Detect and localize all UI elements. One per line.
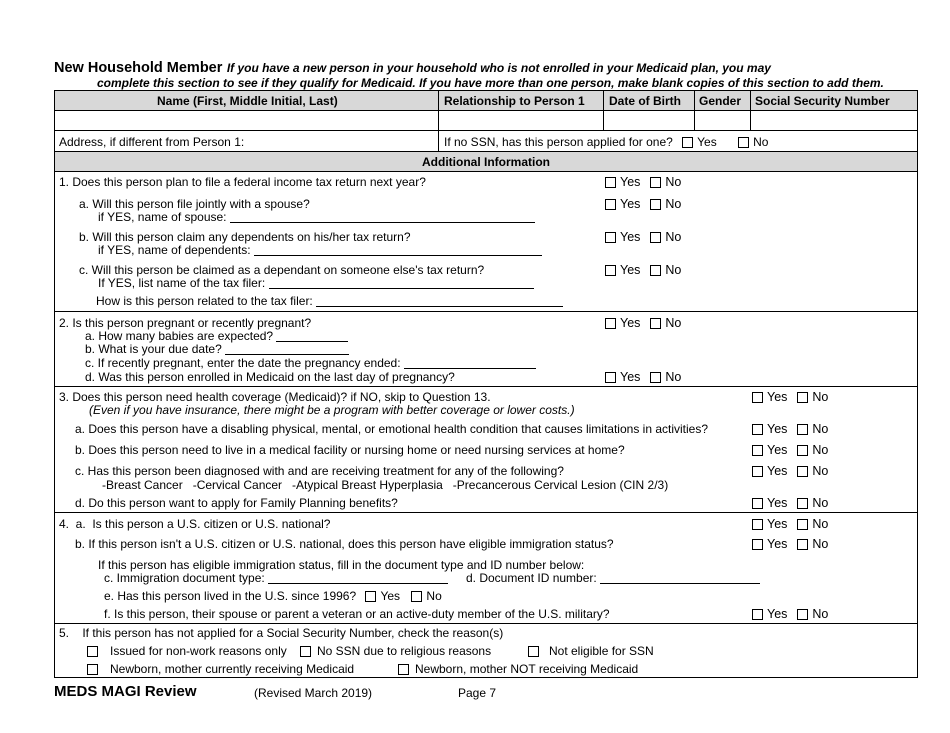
q1c-yes-checkbox[interactable]	[605, 265, 616, 276]
no-label: No	[753, 135, 769, 149]
q5-opt2-checkbox[interactable]	[300, 646, 311, 657]
col-header-dob: Date of Birth	[609, 94, 681, 108]
q4f-text: f. Is this person, their spouse or parent a veteran or an active-duty member of the U.S. military?	[104, 607, 610, 621]
q4b-yes-checkbox[interactable]	[752, 539, 763, 550]
q1a-spouse-line: if YES, name of spouse:	[98, 210, 535, 224]
q4a-yes-checkbox[interactable]	[752, 519, 763, 530]
q4e-no-checkbox[interactable]	[411, 591, 422, 602]
q5-opt1-checkbox[interactable]	[87, 646, 98, 657]
q1c-text: c. Will this person be claimed as a dependant on someone else's tax return?	[79, 263, 485, 277]
ssn-input[interactable]	[751, 111, 917, 130]
ssn-applied-yes-checkbox[interactable]	[682, 137, 693, 148]
q3c-conditions: -Breast Cancer -Cervical Cancer -Atypical Breast Hyperplasia -Precancerous Cervical Lesion (CIN 2/3)	[102, 478, 669, 492]
q4d-line: d. Document ID number:	[466, 571, 760, 585]
q4f-yes-no: Yes No	[752, 607, 828, 621]
col-header-relationship: Relationship to Person 1	[444, 94, 585, 108]
q4a-no-checkbox[interactable]	[797, 519, 808, 530]
q5-opt2: No SSN due to religious reasons	[300, 644, 491, 658]
footer-revised: (Revised March 2019)	[254, 686, 373, 700]
q3a-text: a. Does this person have a disabling physical, mental, or emotional health condition that causes limitations in activities?	[75, 422, 709, 436]
babies-expected-input[interactable]	[276, 329, 348, 342]
q3d-no-checkbox[interactable]	[797, 498, 808, 509]
q2d-yes-checkbox[interactable]	[605, 372, 616, 383]
relationship-input[interactable]	[439, 111, 603, 130]
q5-opt4: Newborn, mother currently receiving Medicaid	[87, 662, 354, 676]
q1-text: 1. Does this person plan to file a federal income tax return next year?	[59, 175, 426, 189]
q4c-line: c. Immigration document type:	[104, 571, 448, 585]
q1b-yes-no: Yes No	[605, 230, 681, 244]
q4-fill-intro: If this person has eligible immigration status, fill in the document type and ID number below:	[98, 558, 585, 572]
tax-filer-relation-input[interactable]	[316, 294, 563, 307]
gender-input[interactable]	[695, 111, 750, 130]
q5-opt5: Newborn, mother NOT receiving Medicaid	[398, 662, 638, 676]
q1a-yes-checkbox[interactable]	[605, 199, 616, 210]
col-header-gender: Gender	[699, 94, 742, 108]
q3-yes-no: Yes No	[752, 390, 828, 404]
q4e-line: e. Has this person lived in the U.S. since 1996? Yes No	[104, 589, 442, 603]
q2-yes-checkbox[interactable]	[605, 318, 616, 329]
q3a-yes-no: Yes No	[752, 422, 828, 436]
col-header-name: Name (First, Middle Initial, Last)	[157, 94, 338, 108]
q3d-yes-no: Yes No	[752, 496, 828, 510]
q1a-yes-no: Yes No	[605, 197, 681, 211]
q1b-no-checkbox[interactable]	[650, 232, 661, 243]
q2b-line: b. What is your due date?	[85, 342, 349, 356]
footer-page-number: Page 7	[458, 686, 497, 700]
footer-form-name: MEDS MAGI Review	[54, 683, 197, 700]
q3d-yes-checkbox[interactable]	[752, 498, 763, 509]
q3c-text: c. Has this person been diagnosed with and are receiving treatment for any of the following?	[75, 464, 564, 478]
spouse-name-input[interactable]	[230, 210, 535, 223]
q3c-yes-no: Yes No	[752, 464, 828, 478]
q1c-no-checkbox[interactable]	[650, 265, 661, 276]
q3b-yes-checkbox[interactable]	[752, 445, 763, 456]
q1c-relation-line: How is this person related to the tax filer:	[96, 294, 563, 308]
q5-opt1: Issued for non-work reasons only	[87, 644, 287, 658]
q1c-filer-line: If YES, list name of the tax filer:	[98, 276, 534, 290]
q2d-no-checkbox[interactable]	[650, 372, 661, 383]
intro-text-line1: If you have a new person in your household who is not enrolled in your Medicaid plan, you may	[226, 61, 771, 75]
dob-input[interactable]	[604, 111, 694, 130]
additional-info-title: Additional Information	[422, 155, 550, 169]
q3c-yes-checkbox[interactable]	[752, 466, 763, 477]
q3b-no-checkbox[interactable]	[797, 445, 808, 456]
address-label: Address, if different from Person 1:	[59, 135, 245, 149]
name-input[interactable]	[55, 111, 438, 130]
q2-yes-no: Yes No	[605, 316, 681, 330]
q3-note: (Even if you have insurance, there might be a program with better coverage or lower costs.)	[89, 403, 575, 417]
dependents-name-input[interactable]	[254, 243, 542, 256]
section-title: New Household Member	[54, 60, 223, 76]
q3-yes-checkbox[interactable]	[752, 392, 763, 403]
col-header-ssn: Social Security Number	[755, 94, 890, 108]
q1-no-checkbox[interactable]	[650, 177, 661, 188]
q1-yes-no: Yes No	[605, 175, 681, 189]
q1c-yes-no: Yes No	[605, 263, 681, 277]
q3b-text: b. Does this person need to live in a medical facility or nursing home or need nursing services at home?	[75, 443, 625, 457]
q1b-text: b. Will this person claim any dependents on his/her tax return?	[79, 230, 411, 244]
q3a-yes-checkbox[interactable]	[752, 424, 763, 435]
q3-text: 3. Does this person need health coverage (Medicaid)? if NO, skip to Question 13.	[59, 390, 491, 404]
pregnancy-end-date-input[interactable]	[404, 356, 536, 369]
q2-no-checkbox[interactable]	[650, 318, 661, 329]
q2a-line: a. How many babies are expected?	[85, 329, 348, 343]
q1a-no-checkbox[interactable]	[650, 199, 661, 210]
q5-opt4-checkbox[interactable]	[87, 664, 98, 675]
q3-no-checkbox[interactable]	[797, 392, 808, 403]
q3d-text: d. Do this person want to apply for Family Planning benefits?	[75, 496, 398, 510]
q3a-no-checkbox[interactable]	[797, 424, 808, 435]
q1b-dependents-line: if YES, name of dependents:	[98, 243, 542, 257]
document-id-input[interactable]	[600, 571, 760, 584]
due-date-input[interactable]	[225, 342, 349, 355]
q4b-no-checkbox[interactable]	[797, 539, 808, 550]
q1-yes-checkbox[interactable]	[605, 177, 616, 188]
q4f-no-checkbox[interactable]	[797, 609, 808, 620]
q4f-yes-checkbox[interactable]	[752, 609, 763, 620]
q5-opt3-checkbox[interactable]	[528, 646, 539, 657]
q1a-text: a. Will this person file jointly with a spouse?	[79, 197, 310, 211]
q4a-yes-no: Yes No	[752, 517, 828, 531]
immigration-document-type-input[interactable]	[268, 571, 448, 584]
intro-text-line2: complete this section to see if they qualify for Medicaid. If you have more than one person, make blank copies of this section to add them.	[97, 76, 884, 90]
yes-label: Yes	[697, 135, 717, 149]
q4b-yes-no: Yes No	[752, 537, 828, 551]
q5-text: 5. If this person has not applied for a Social Security Number, check the reason(s)	[59, 626, 504, 640]
q3b-yes-no: Yes No	[752, 443, 828, 457]
q4b-text: b. If this person isn't a U.S. citizen or U.S. national, does this person have eligible immigration status?	[75, 537, 614, 551]
q4e-yes-checkbox[interactable]	[365, 591, 376, 602]
q1b-yes-checkbox[interactable]	[605, 232, 616, 243]
ssn-applied-question	[444, 135, 768, 149]
q2d-text: d. Was this person enrolled in Medicaid on the last day of pregnancy?	[85, 370, 455, 384]
tax-filer-name-input[interactable]	[269, 276, 534, 289]
q5-opt3: Not eligible for SSN	[528, 644, 654, 658]
ssn-applied-label: If no SSN, has this person applied for one?	[444, 135, 673, 149]
q2d-yes-no: Yes No	[605, 370, 681, 384]
q3c-no-checkbox[interactable]	[797, 466, 808, 477]
ssn-applied-no-checkbox[interactable]	[738, 137, 749, 148]
q2-text: 2. Is this person pregnant or recently pregnant?	[59, 316, 312, 330]
q5-opt5-checkbox[interactable]	[398, 664, 409, 675]
q2c-line: c. If recently pregnant, enter the date the pregnancy ended:	[85, 356, 536, 370]
section-header	[54, 59, 771, 77]
q4a-text: 4. a. Is this person a U.S. citizen or U.S. national?	[59, 517, 331, 531]
